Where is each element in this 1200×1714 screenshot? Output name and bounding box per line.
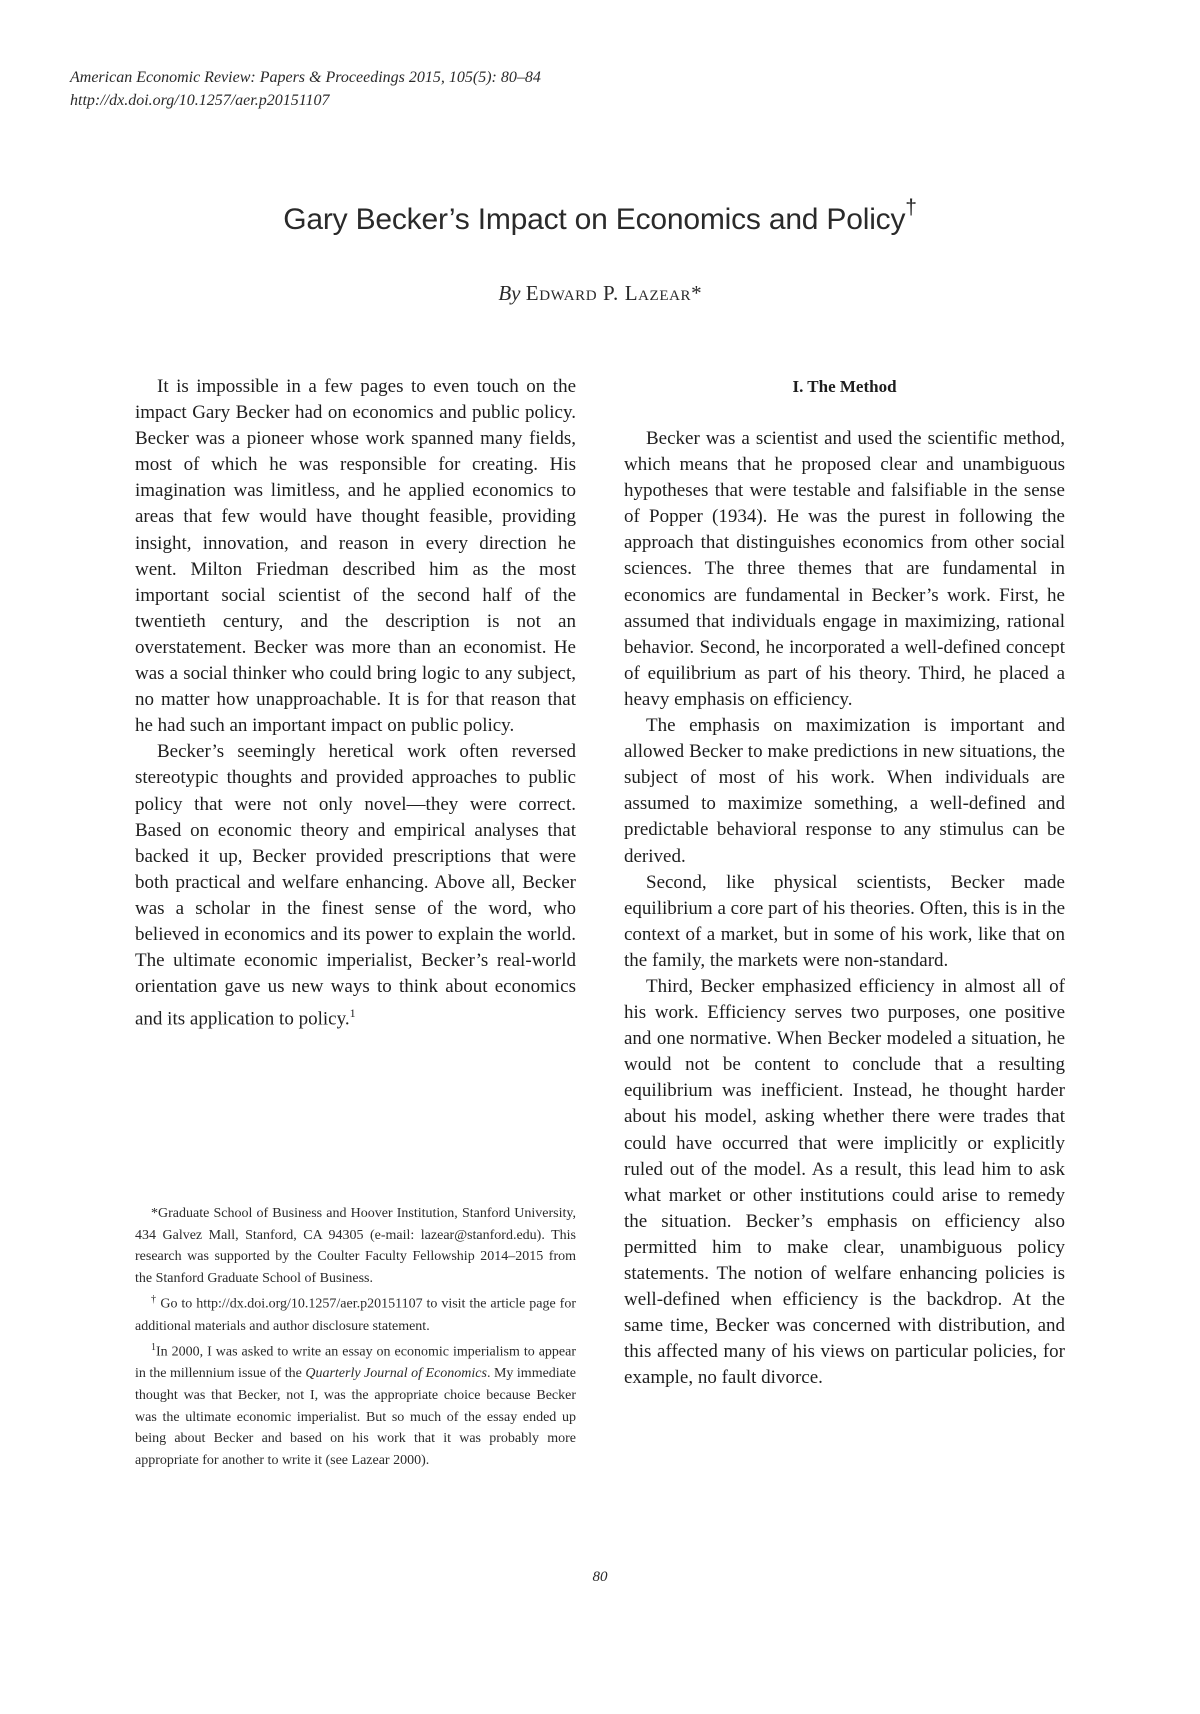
article-title (0, 196, 1200, 237)
paragraph: The emphasis on maximization is important and allowed Becker to make predictions in new situations, the subject of most of his work. When individuals are assumed to maximize something, a well-defined and predictable behavioral response to any stimulus can be derived. (624, 715, 1065, 867)
paragraph-text: Becker’s seemingly heretical work often reversed stereotypic thoughts and provided approaches to public policy that were not only novel—they were correct. Based on economic theory and empirical analyses that backed it up, Becker provided prescriptions that were both practical and welfare enhancing. Above all, Becker was a scholar in the finest sense of the word, who believed in economics and its power to explain the world. The ultimate economic imperialist, Becker’s real-world orientation gave us new ways to think about economics and its application to policy. (135, 741, 576, 1030)
left-column (135, 374, 576, 1033)
byline-by: By (498, 281, 521, 305)
footnote-1-after: . My immediate thought was that Becker, not I, was the appropriate choice because Becker was the ultimate economic imperialist. But so much of the essay ended up being about Becker and based on his work that it was probably more appropriate for another to write it (see Lazear 2000). (135, 1366, 576, 1468)
paragraph: Becker was a scientist and used the scientific method, which means that he proposed clear and unambiguous hypotheses that were testable and falsifiable in the sense of Popper (1934). He was the purest in following the approach that distinguishes economics from other social sciences. The three themes that are fundamental in economics are fundamental in Becker’s work. First, he assumed that individuals engage in maximizing, rational behavior. Second, he incorporated a well-defined concept of equilibrium as part of his theory. Third, he placed a heavy emphasis on efficiency. (624, 428, 1065, 710)
footnotes (135, 1203, 576, 1471)
journal-citation: American Economic Review: Papers & Proceedings 2015, 105(5): 80–84 (70, 69, 541, 86)
page-number: 80 (592, 1569, 608, 1585)
footnote-1-mark: 1 (151, 1342, 156, 1354)
paragraph: Third, Becker emphasized efficiency in almost all of his work. Efficiency serves two purposes, one positive and one normative. When Becker modeled a situation, he would not be content to conclude that a resulting equilibrium was inefficient. Instead, he thought harder about his model, asking whether there were trades that could have occurred that were implicitly or explicitly ruled out of the model. As a result, this lead him to ask what market or other institutions could arise to remedy the situation. Becker’s emphasis on efficiency also permitted him to make clear, unambiguous policy statements. The notion of welfare enhancing policies is well-defined when efficiency is the backdrop. At the same time, Becker was concerned with distribution, and this affected many of his views on particular policies, for example, no fault divorce. (624, 975, 1065, 1389)
author-star: * (691, 281, 702, 305)
doi-link[interactable]: http://dx.doi.org/10.1257/aer.p20151107 (70, 92, 330, 109)
footnote-dagger (135, 1289, 576, 1337)
byline (0, 281, 1200, 306)
article-title-text: Gary Becker’s Impact on Economics and Policy (283, 203, 906, 236)
title-dagger: † (905, 196, 917, 219)
footnote-dagger-text: Go to http://dx.doi.org/10.1257/aer.p20151107 to visit the article page for additional materials and author disclosure statement. (135, 1297, 576, 1334)
paragraph-last (135, 739, 576, 1032)
paragraph: Second, like physical scientists, Becker made equilibrium a core part of his theories. Often, this is in the context of a market, but in some of his work, like that on the family, the markets were non-standard. (624, 871, 1065, 971)
section-heading: I. The Method (792, 377, 897, 396)
footnote-1-journal: Quarterly Journal of Economics (305, 1366, 487, 1382)
journal-header (70, 66, 541, 112)
footnote-1-before: In 2000, I was asked to write an essay on economic imperialism to appear in the millennium issue of the (135, 1344, 576, 1382)
paragraph: It is impossible in a few pages to even touch on the impact Gary Becker had on economics and public policy. Becker was a pioneer whose work spanned many fields, most of which he was responsible for creating. His imagination was limitless, and he applied economics to areas that few would have thought feasible, providing insight, innovation, and reason in every direction he went. Milton Friedman described him as the most important social scientist of the second half of the twentieth century, and the description is not an overstatement. Becker was more than an economist. He was a social thinker who could bring logic to any subject, no matter how unapproachable. It is for that reason that he had such an important impact on public policy. (135, 376, 576, 737)
footnote-ref[interactable]: 1 (349, 1006, 356, 1021)
footnote-dagger-mark: † (151, 1294, 157, 1306)
author-name: Edward P. Lazear (525, 281, 692, 305)
footnote-1 (135, 1337, 576, 1471)
right-column (624, 374, 1065, 1391)
footnote-affiliation: *Graduate School of Business and Hoover Institution, Stanford University, 434 Galvez Mall, Stanford, CA 94305 (e-mail: lazear@stanford.edu). This research was supported by the Coulter Faculty Fellowship 2014–2015 from the Stanford Graduate School of Business. (135, 1206, 576, 1286)
